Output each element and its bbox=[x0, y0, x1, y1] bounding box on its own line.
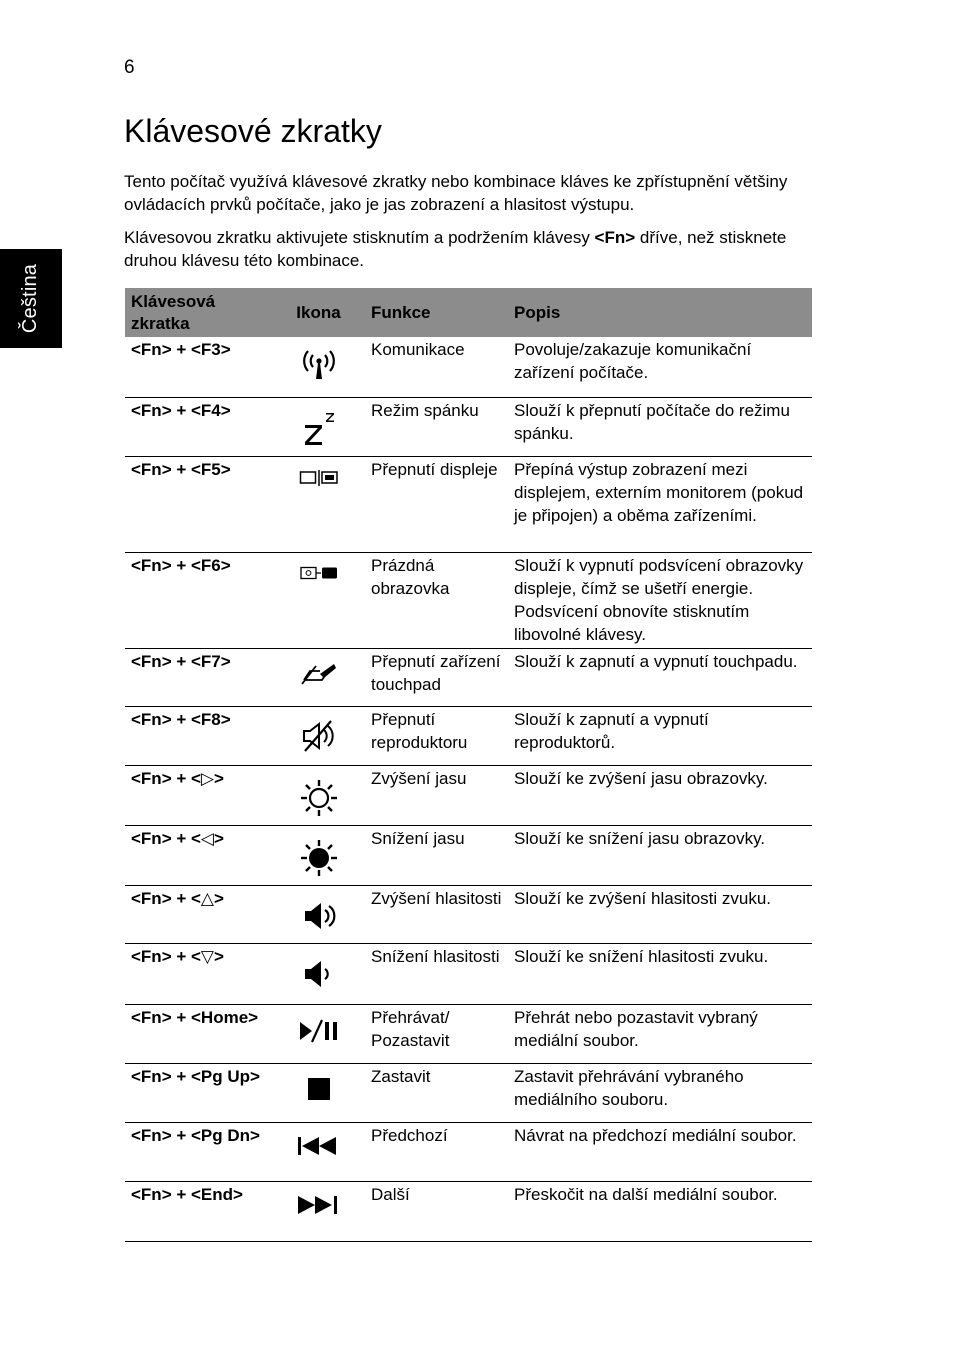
description-cell: Slouží k zapnutí a vypnutí reproduktorů. bbox=[508, 706, 812, 765]
page-title: Klávesové zkratky bbox=[124, 113, 382, 149]
description-cell: Zastavit přehrávání vybraného mediálního souboru. bbox=[508, 1063, 812, 1122]
shortcut-key: <Fn> + <F4> bbox=[125, 397, 272, 456]
description-cell: Slouží ke snížení hlasitosti zvuku. bbox=[508, 943, 812, 1004]
volume-down-icon bbox=[302, 976, 336, 995]
table-row bbox=[125, 765, 812, 825]
description-cell: Přepíná výstup zobrazení mezi displejem, externím monitorem (pokud je připojen) a oběma zařízeními. bbox=[508, 456, 812, 552]
description-cell: Slouží ke snížení jasu obrazovky. bbox=[508, 825, 812, 885]
description-cell: Slouží ke zvýšení jasu obrazovky. bbox=[508, 765, 812, 825]
function-cell: Přepnutí reproduktoru bbox=[365, 706, 508, 765]
table-row bbox=[125, 397, 812, 456]
table-row bbox=[125, 885, 812, 943]
function-cell: Snížení jasu bbox=[365, 825, 508, 885]
description-cell: Slouží k vypnutí podsvícení obrazovky displeje, čímž se ušetří energie. Podsvícení obnovíte stisknutím libovolné klávesy. bbox=[508, 552, 812, 648]
speaker-toggle-icon bbox=[301, 737, 337, 756]
language-tab-label: Čeština bbox=[19, 263, 42, 334]
description-cell: Slouží ke zvýšení hlasitosti zvuku. bbox=[508, 885, 812, 943]
header-function: Funkce bbox=[365, 288, 508, 337]
table-row bbox=[125, 552, 812, 648]
function-cell: Další bbox=[365, 1181, 508, 1241]
shortcut-key: <Fn> + <Pg Up> bbox=[125, 1063, 272, 1122]
intro-paragraph-1: Tento počítač využívá klávesové zkratky nebo kombinace kláves ke zpřístupnění většiny ovládacích prvků počítače, jako je jas zobrazení a hlasitost výstupu. bbox=[124, 172, 788, 214]
page-number: 6 bbox=[124, 57, 135, 78]
screen-blank-icon bbox=[300, 565, 338, 584]
header-description: Popis bbox=[508, 288, 812, 337]
shortcut-key: <Fn> + <F6> bbox=[125, 552, 272, 648]
header-key: Klávesová zkratka bbox=[125, 288, 272, 337]
sleep-icon bbox=[302, 432, 336, 451]
function-cell: Zvýšení hlasitosti bbox=[365, 885, 508, 943]
table-row bbox=[125, 337, 812, 397]
play-pause-icon bbox=[298, 1029, 340, 1048]
function-cell: Přepnutí zařízení touchpad bbox=[365, 648, 508, 706]
shortcuts-table bbox=[125, 288, 812, 1242]
table-row bbox=[125, 943, 812, 1004]
shortcut-key: <Fn> + <Home> bbox=[125, 1004, 272, 1063]
function-cell: Zvýšení jasu bbox=[365, 765, 508, 825]
shortcut-key: <Fn> + <▷> bbox=[125, 765, 272, 825]
description-cell: Přehrát nebo pozastavit vybraný mediální soubor. bbox=[508, 1004, 812, 1063]
table-row bbox=[125, 1122, 812, 1181]
shortcut-key: <Fn> + <F3> bbox=[125, 337, 272, 397]
table-row bbox=[125, 825, 812, 885]
brightness-down-icon bbox=[300, 862, 338, 881]
function-cell: Režim spánku bbox=[365, 397, 508, 456]
shortcut-key: <Fn> + <F7> bbox=[125, 648, 272, 706]
function-cell: Prázdná obrazovka bbox=[365, 552, 508, 648]
table-row bbox=[125, 1004, 812, 1063]
intro-paragraph-2 bbox=[124, 226, 814, 272]
table-row bbox=[125, 1181, 812, 1241]
description-cell: Slouží k zapnutí a vypnutí touchpadu. bbox=[508, 648, 812, 706]
brightness-up-icon bbox=[300, 802, 338, 821]
function-cell: Zastavit bbox=[365, 1063, 508, 1122]
shortcut-key: <Fn> + <F8> bbox=[125, 706, 272, 765]
description-cell: Návrat na předchozí mediální soubor. bbox=[508, 1122, 812, 1181]
language-tab bbox=[0, 249, 62, 348]
table-row bbox=[125, 706, 812, 765]
function-cell: Předchozí bbox=[365, 1122, 508, 1181]
table-row bbox=[125, 648, 812, 706]
table-header-row bbox=[125, 288, 812, 337]
shortcut-key: <Fn> + <Pg Dn> bbox=[125, 1122, 272, 1181]
touchpad-toggle-icon bbox=[300, 671, 338, 690]
next-icon bbox=[297, 1200, 341, 1219]
description-cell: Přeskočit na další mediální soubor. bbox=[508, 1181, 812, 1241]
table-row bbox=[125, 1063, 812, 1122]
description-cell: Povoluje/zakazuje komunikační zařízení počítače. bbox=[508, 337, 812, 397]
function-cell: Přehrávat/ Pozastavit bbox=[365, 1004, 508, 1063]
shortcut-key: <Fn> + <▽> bbox=[125, 943, 272, 1004]
function-cell: Snížení hlasitosti bbox=[365, 943, 508, 1004]
function-cell: Přepnutí displeje bbox=[365, 456, 508, 552]
intro-text-after: dříve, než stisknete druhou klávesu této kombinace. bbox=[124, 228, 787, 270]
description-cell: Slouží k přepnutí počítače do režimu spánku. bbox=[508, 397, 812, 456]
wireless-icon bbox=[301, 365, 337, 384]
display-toggle-icon bbox=[299, 471, 339, 490]
intro-text-before: Klávesovou zkratku aktivujete stisknutím a podržením klávesy bbox=[124, 228, 595, 247]
shortcut-key: <Fn> + <F5> bbox=[125, 456, 272, 552]
function-cell: Komunikace bbox=[365, 337, 508, 397]
shortcut-key: <Fn> + <End> bbox=[125, 1181, 272, 1241]
previous-icon bbox=[297, 1141, 341, 1160]
table-row bbox=[125, 456, 812, 552]
fn-key-label: <Fn> bbox=[594, 228, 636, 247]
volume-up-icon bbox=[302, 918, 336, 937]
header-icon: Ikona bbox=[272, 288, 365, 337]
stop-icon bbox=[307, 1086, 331, 1105]
shortcut-key: <Fn> + <△> bbox=[125, 885, 272, 943]
shortcut-key: <Fn> + <◁> bbox=[125, 825, 272, 885]
